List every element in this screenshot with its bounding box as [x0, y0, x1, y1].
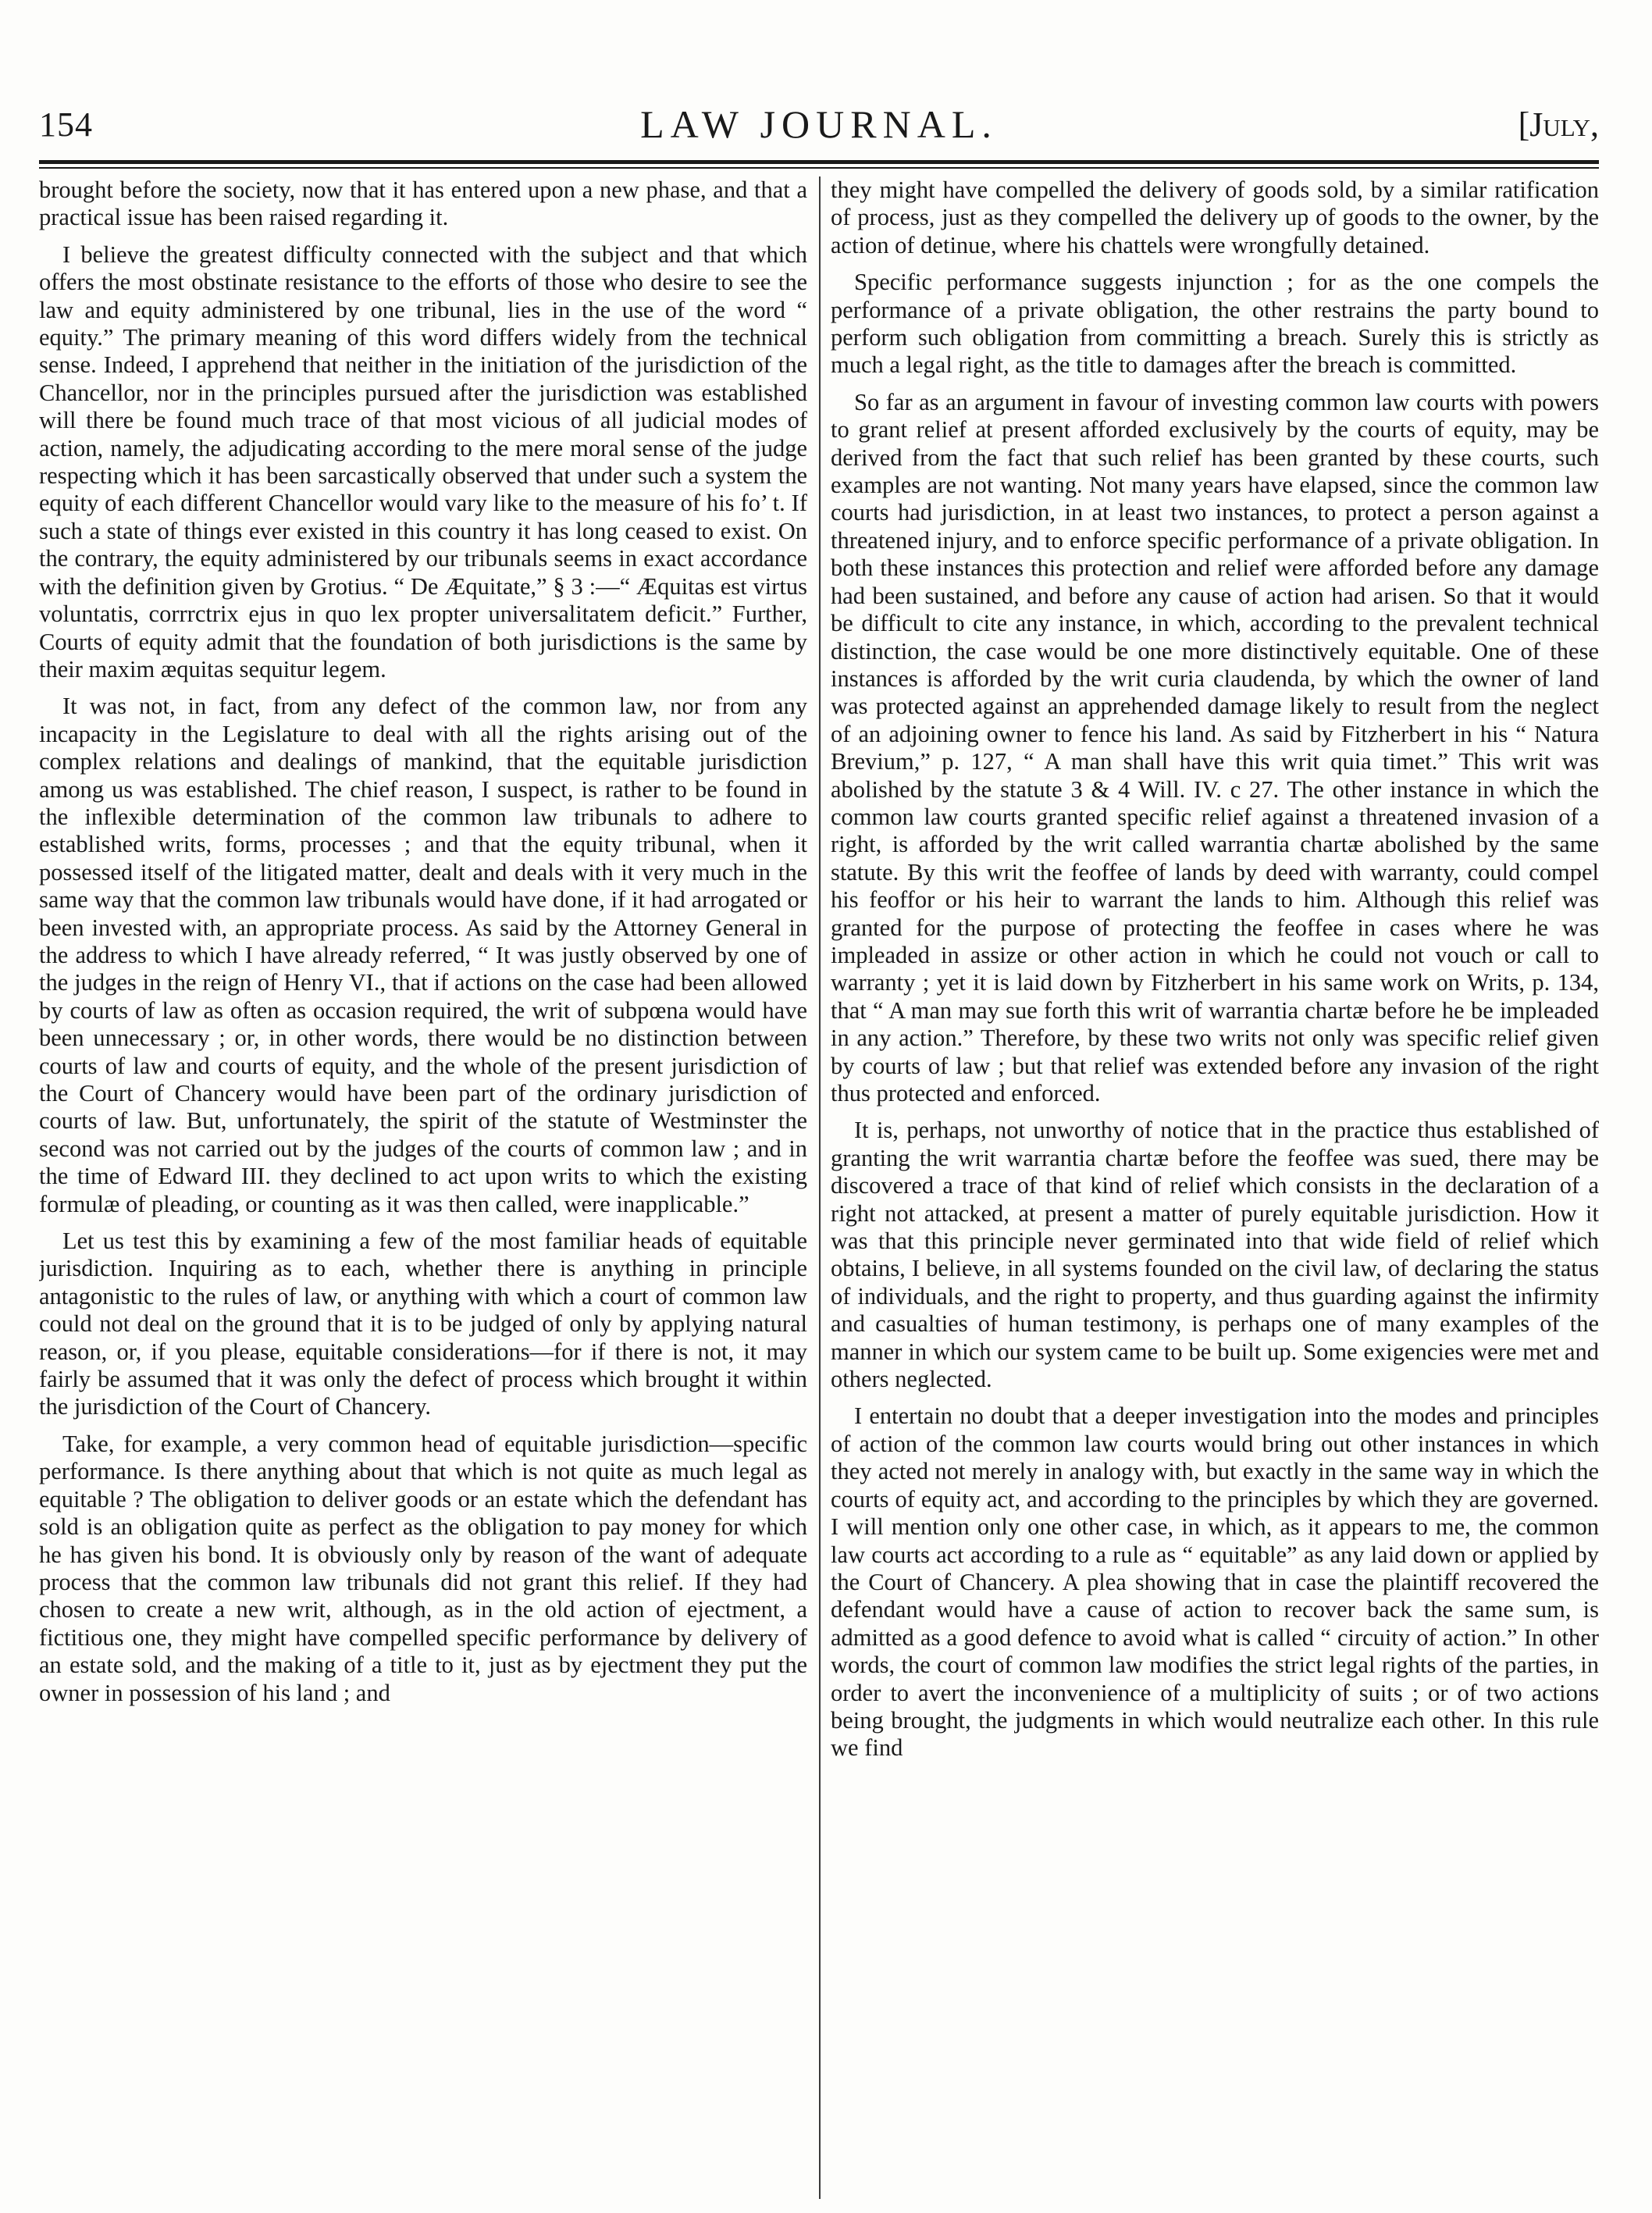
paragraph: they might have compelled the delivery of goods sold, by a similar ratification of process, just as they compelled the delivery up of goods to the owner, by the action of detinue, where his chattels were wrongfully detained. — [831, 176, 1599, 258]
right-column — [831, 176, 1599, 2199]
header-rule-thin — [39, 167, 1599, 169]
paragraph: Let us test this by examining a few of the most familiar heads of equitable jurisdiction. Inquiring as to each, whether there is anything in principle antagonistic to the rules of law, or anything with which a court of common law could not deal on the ground that it is to be judged of only by applying natural reason, or, if you please, equitable considerations—for if there is not, it may fairly be assumed that it was only the defect of process which brought it within the jurisdiction of the Court of Chancery. — [39, 1228, 807, 1420]
paragraph: It is, perhaps, not unworthy of notice that in the practice thus established of granting the writ warrantia chartæ before the feoffee was sued, there may be discovered a trace of that kind of relief which consists in the declaration of a right not attacked, at present a matter of purely equitable jurisdiction. How it was that this principle never germinated into that wide field of relief which obtains, I believe, in all systems founded on the civil law, of declaring the status of individuals, and the right to property, and thus guarding against the infirmity and casualties of human testimony, is perhaps one of many examples of the manner in which our system came to be built up. Some exigencies were met and others neglected. — [831, 1117, 1599, 1393]
left-column — [39, 176, 807, 2199]
page-header — [39, 102, 1599, 156]
paragraph: brought before the society, now that it has entered upon a new phase, and that a practical issue has been raised regarding it. — [39, 176, 807, 231]
page-number: 154 — [39, 105, 93, 144]
running-date: [July, — [1518, 105, 1599, 144]
header-rule-thick — [39, 160, 1599, 164]
column-divider — [819, 176, 821, 2199]
paragraph: Take, for example, a very common head of equitable jurisdiction—specific performance. Is there anything about that which is not quite as much legal as equitable ? The obligation to deliver goods or an estate which the defendant has sold is an obligation quite as perfect as the obligation to pay money for which he has given his bond. It is obviously only by reason of the want of adequate process that the common law tribunals did not grant this relief. If they had chosen to create a new writ, although, as in the old action of ejectment, a fictitious one, they might have compelled specific performance by delivery of an estate sold, and the making of a title to it, just as by ejectment they put the owner in possession of his land ; and — [39, 1430, 807, 1706]
paragraph: It was not, in fact, from any defect of the common law, nor from any incapacity in the Legislature to deal with all the rights arising out of the complex relations and dealings of mankind, that the equitable jurisdiction among us was established. The chief reason, I suspect, is rather to be found in the inflexible determination of the common law tribunals to adhere to established writs, forms, processes ; and that the equity tribunal, when it possessed itself of the litigated matter, dealt and deals with it very much in the same way that the common law tribunals would have done, if it had arrogated or been invested with, an appropriate process. As said by the Attorney General in the address to which I have already referred, “ It was justly observed by one of the judges in the reign of Henry VI., that if actions on the case had been allowed by courts of law as often as occasion required, the writ of subpœna would have been unnecessary ; or, in other words, there would be no distinction between courts of law and courts of equity, and the whole of the present jurisdiction of the Court of Chancery would have been part of the ordinary jurisdiction of courts of law. But, unfortunately, the spirit of the statute of Westminster the second was not carried out by the judges of the courts of common law ; and in the time of Edward III. they declined to act upon writs to which the existing formulæ of pleading, or counting as it was then called, were inapplicable.” — [39, 693, 807, 1217]
paragraph: I entertain no doubt that a deeper investigation into the modes and principles of action of the common law courts would bring out other instances in which they acted not merely in analogy with, but exactly in the same way in which the courts of equity act, and according to the principles by which they are governed. I will mention only one other case, in which, as it appears to me, the common law courts act according to a rule as “ equitable” as any laid down or applied by the Court of Chancery. A plea showing that in case the plaintiff recovered the defendant would have a cause of action to recover back the same sum, is admitted as a good defence to avoid what is called “ circuity of action.” In other words, the court of common law modifies the strict legal rights of the parties, in order to avert the inconvenience of a multiplicity of suits ; or of two actions being brought, the judgments in which would neutralize each other. In this rule we find — [831, 1402, 1599, 1762]
paragraph: Specific performance suggests injunction ; for as the one compels the performance of a private obligation, the other restrains the party bound to perform such obligation from committing a breach. Surely this is strictly as much a legal right, as the title to damages after the breach is committed. — [831, 269, 1599, 379]
paragraph: I believe the greatest difficulty connected with the subject and that which offers the most obstinate resistance to the efforts of those who desire to see the law and equity administered by one tribunal, lies in the use of the word “ equity.” The primary meaning of this word differs widely from the technical sense. Indeed, I apprehend that neither in the initiation of the jurisdiction of the Chancellor, nor in the principles pursued after the jurisdiction was established will there be found much trace of that most vicious of all judicial modes of action, namely, the adjudicating according to the mere moral sense of the judge respecting which it has been sarcastically observed that under such a system the equity of each different Chancellor would vary like to the measure of his fo’ t. If such a state of things ever existed in this country it has long ceased to exist. On the contrary, the equity administered by our tribunals seems in exact accordance with the definition given by Grotius. “ De Æquitate,” § 3 :—“ Æquitas est virtus voluntatis, corrrctrix ejus in quo lex propter universalitatem deficit.” Further, Courts of equity admit that the foundation of both jurisdictions is the same by their maxim æquitas sequitur legem. — [39, 241, 807, 682]
running-title: LAW JOURNAL. — [640, 102, 998, 146]
paragraph: So far as an argument in favour of investing common law courts with powers to grant relief at present afforded exclusively by the courts of equity, may be derived from the fact that such relief has been granted by these courts, such examples are not wanting. Not many years have elapsed, since the common law courts had jurisdiction, in at least two instances, to protect a person against a threatened injury, and to enforce specific performance of a private obligation. In both these instances this protection and relief were afforded before any damage had been sustained, and before any cause of action had arisen. So that it would be difficult to cite any instance, in which, according to the prevalent technical distinction, the case would be one more distinctively equitable. One of these instances is afforded by the writ curia claudenda, by which the owner of land was protected against an apprehended damage likely to result from the neglect of an adjoining owner to fence his land. As said by Fitzherbert in his “ Natura Brevium,” p. 127, “ A man shall have this writ quia timet.” This writ was abolished by the statute 3 & 4 Will. IV. c 27. The other instance in which the common law courts granted specific relief against a threatened invasion of a right, is afforded by the writ called warrantia chartæ abolished by the same statute. By this writ the feoffee of lands by deed with warranty, could compel his feoffor or his heir to warrant the lands to him. Although this relief was granted for the purpose of protecting the feoffee in cases where he was impleaded in assize or other action in which he could not vouch or call to warranty ; yet it is laid down by Fitzherbert in his same work on Writs, p. 134, that “ A man may sue forth this writ of warrantia chartæ before he be impleaded in any action.” Therefore, by these two writs not only was specific relief given by courts of law ; but that relief was extended before any invasion of the right thus protected and enforced. — [831, 388, 1599, 1106]
